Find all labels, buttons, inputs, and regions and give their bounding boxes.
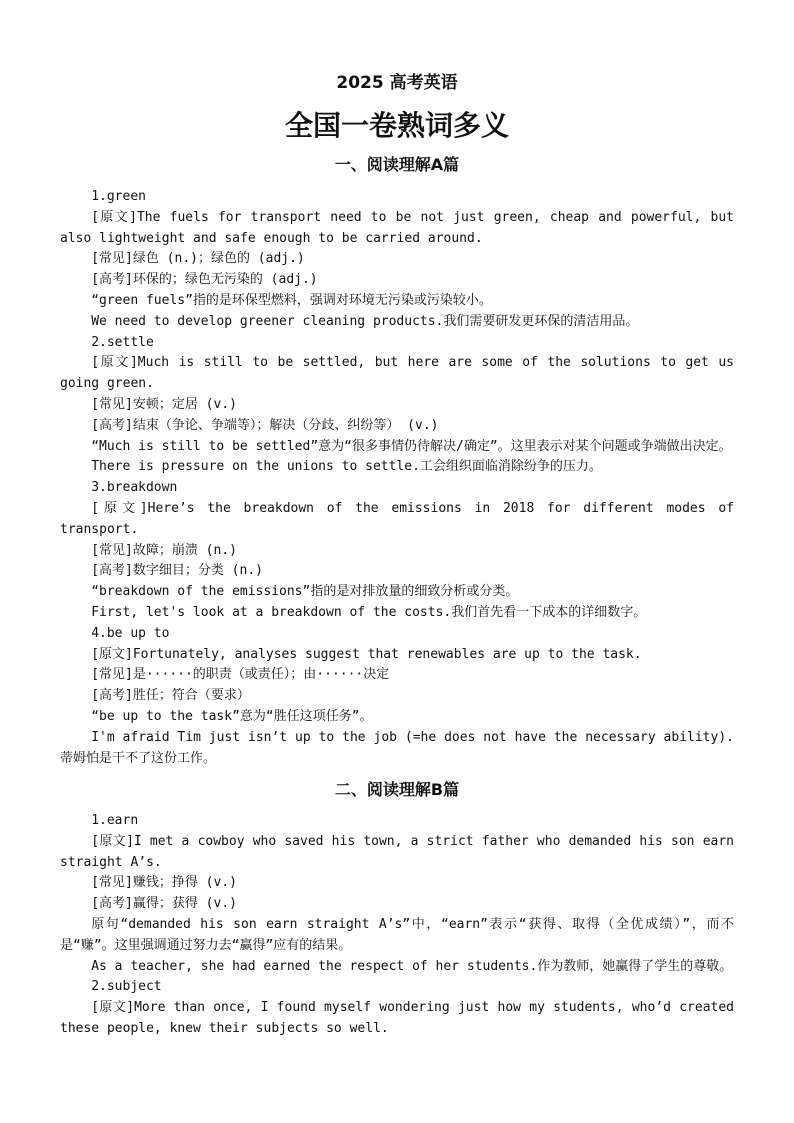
- paragraph: [原文]Here’s the breakdown of the emissions in 2018 for different modes of transport.: [60, 500, 734, 537]
- paragraph: 4.be up to: [91, 625, 170, 641]
- paragraph: [高考]环保的；绿色无污染的 (adj.): [91, 272, 318, 288]
- section-heading-a: 一、阅读理解A篇: [334, 155, 460, 174]
- paragraph: [常见]安顿；定居 (v.): [91, 396, 237, 412]
- paragraph: [高考]胜任；符合（要求）: [91, 688, 250, 704]
- paragraph: [原文]I met a cowboy who saved his town, a strict father who demanded his son earn straight A’s.: [60, 833, 734, 870]
- paragraph: There is pressure on the unions to settle.工会组织面临消除纷争的压力。: [91, 459, 602, 475]
- paragraph: “green fuels”指的是环保型燃料，强调对环境无污染或污染较小。: [91, 292, 492, 308]
- paragraph: 2.subject: [91, 979, 162, 995]
- paragraph: [原文]More than once, I found myself wondering just how my students, who’d created these people, knew their subjects so well.: [60, 1000, 734, 1036]
- paragraph: As a teacher, she had earned the respect of her students.作为教师，她赢得了学生的尊敬。: [91, 958, 733, 974]
- paragraph: 1.earn: [91, 813, 139, 828]
- paragraph: First, let's look at a breakdown of the costs.我们首先看一下成本的详细数字。: [91, 604, 647, 620]
- section-heading-b: 二、阅读理解B篇: [334, 780, 460, 799]
- paragraph: I'm afraid Tim just isn’t up to the job (=he does not have the necessary ability).蒂姆怕是干不了这份工作。: [60, 729, 734, 766]
- paragraph: [高考]结束（争论、争端等）；解决（分歧、纠纷等） (v.): [91, 417, 439, 433]
- paragraph: “be up to the task”意为“胜任这项任务”。: [91, 708, 373, 724]
- paragraph: [常见]是······的职责（或责任）；由······决定: [91, 667, 390, 683]
- paragraph: [原文]Fortunately, analyses suggest that renewables are up to the task.: [91, 646, 642, 662]
- paragraph: [高考]数字细目；分类 (n.): [91, 563, 263, 579]
- paragraph: 2.settle: [91, 334, 154, 350]
- paragraph: We need to develop greener cleaning products.我们需要研发更环保的清洁用品。: [91, 313, 639, 329]
- paragraph: 原句“demanded his son earn straight A’s”中，“earn”表示“获得、取得（全优成绩）”，而不是“赚”。这里强调通过努力去“赢得”应有的结果。: [60, 916, 734, 953]
- paragraph: 1.green: [91, 189, 146, 204]
- paragraph: [高考]赢得；获得 (v.): [91, 896, 237, 912]
- paragraph: [常见]故障；崩溃 (n.): [91, 542, 237, 558]
- paragraph: [常见]绿色 (n.)；绿色的 (adj.): [91, 251, 305, 267]
- paragraph: [原文]The fuels for transport need to be not just green, cheap and powerful, but also lightweight and safe enough to be carried around.: [60, 209, 734, 246]
- document-title: 全国一卷熟词多义: [284, 109, 509, 142]
- paragraph: 3.breakdown: [91, 480, 178, 496]
- paragraph: [原文]Much is still to be settled, but here are some of the solutions to get us going green.: [60, 355, 734, 392]
- document-subtitle: 2025 高考英语: [336, 73, 458, 93]
- paragraph: “Much is still to be settled”意为“很多事情仍待解决/确定”。这里表示对某个问题或争端做出决定。: [91, 438, 732, 454]
- section-a-body: [60, 187, 734, 769]
- paragraph: [常见]赚钱；挣得 (v.): [91, 875, 237, 891]
- section-b-body: [60, 811, 734, 1040]
- paragraph: “breakdown of the emissions”指的是对排放量的细致分析或分类。: [91, 584, 519, 600]
